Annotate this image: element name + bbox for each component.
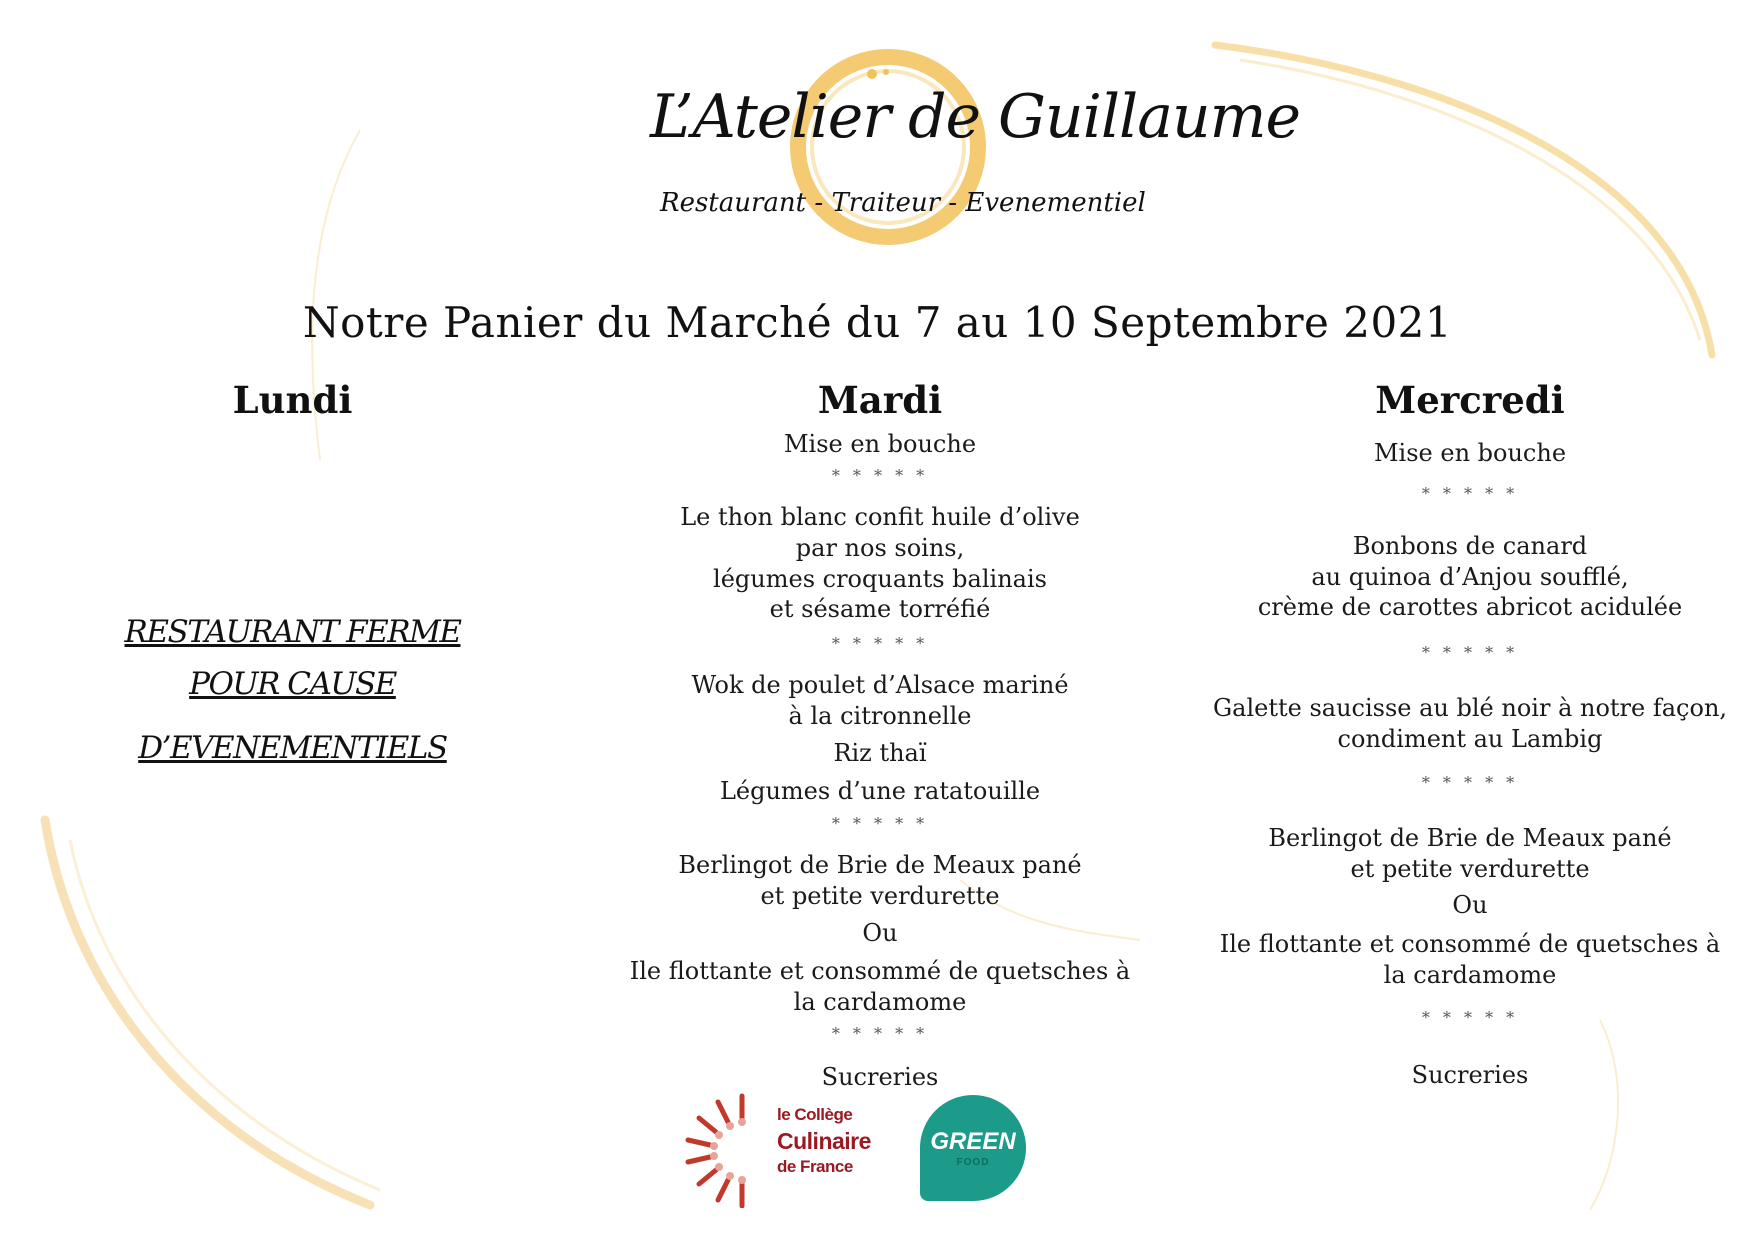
separator: * * * * * — [831, 814, 929, 833]
college-text-line-1: le Collège — [777, 1105, 853, 1124]
college-culinaire-logo — [682, 1088, 882, 1208]
restaurant-logo — [640, 30, 1301, 255]
menu-item: Wok de poulet d’Alsace mariné — [691, 671, 1069, 699]
menu-item: par nos soins, — [795, 534, 965, 562]
closed-notice-line-2: POUR CAUSE — [189, 666, 396, 702]
menu-item: la cardamome — [1383, 961, 1557, 989]
menu-item: la cardamome — [793, 988, 967, 1016]
menu-item: Berlingot de Brie de Meaux pané — [678, 851, 1082, 879]
day-heading-mardi: Mardi — [817, 378, 943, 422]
college-text-line-3: de France — [777, 1157, 853, 1176]
menu-item: Ile flottante et consommé de quetsches à — [629, 957, 1131, 985]
menu-item: Mise en bouche — [1373, 439, 1567, 467]
college-text — [777, 1102, 887, 1180]
menu-item: et petite verdurette — [760, 882, 1000, 910]
menu-item: légumes croquants balinais — [713, 565, 1047, 593]
menu-item: crème de carottes abricot acidulée — [1257, 593, 1683, 621]
logo-name: L’Atelier de Guillaume — [650, 82, 1301, 152]
green-food-logo — [920, 1095, 1026, 1201]
day-heading-lundi: Lundi — [232, 378, 353, 422]
menu-item: Ile flottante et consommé de quetsches à — [1219, 930, 1721, 958]
menu-item: condiment au Lambig — [1337, 725, 1603, 753]
closed-notice-line-1: RESTAURANT FERME — [124, 614, 461, 650]
separator: * * * * * — [1421, 643, 1519, 662]
separator: * * * * * — [831, 466, 929, 485]
menu-item: et petite verdurette — [1350, 855, 1590, 883]
menu-item: Le thon blanc confit huile d’olive — [680, 503, 1080, 531]
menu-item: et sésame torréfié — [769, 595, 991, 623]
menu-item: Ou — [1452, 891, 1488, 919]
menu-item: Bonbons de canard — [1352, 532, 1588, 560]
college-text-line-2: Culinaire — [777, 1128, 871, 1154]
menu-item: Ou — [862, 919, 898, 947]
green-food-sub: FOOD — [956, 1157, 990, 1168]
day-heading-mercredi: Mercredi — [1375, 378, 1565, 422]
closed-notice-line-3: D’EVENEMENTIELS — [138, 730, 447, 766]
separator: * * * * * — [1421, 1008, 1519, 1027]
menu-item: Légumes d’une ratatouille — [719, 777, 1041, 805]
separator: * * * * * — [831, 1024, 929, 1043]
menu-item: Riz thaï — [833, 739, 927, 767]
page-title: Notre Panier du Marché du 7 au 10 Septembre 2021 — [302, 298, 1453, 348]
menu-item: Sucreries — [821, 1063, 939, 1091]
separator: * * * * * — [1421, 773, 1519, 792]
menu-item: à la citronnelle — [788, 702, 972, 730]
menu-item: au quinoa d’Anjou soufflé, — [1311, 563, 1629, 591]
separator: * * * * * — [831, 634, 929, 653]
separator: * * * * * — [1421, 484, 1519, 503]
menu-item: Berlingot de Brie de Meaux pané — [1268, 824, 1672, 852]
logo-tagline: Restaurant - Traiteur - Evenementiel — [660, 188, 1146, 218]
green-food-word: GREEN — [930, 1128, 1016, 1155]
menu-item: Galette saucisse au blé noir à notre façon, — [1212, 694, 1728, 722]
menu-item: Mise en bouche — [783, 430, 977, 458]
menu-item: Sucreries — [1411, 1061, 1529, 1089]
